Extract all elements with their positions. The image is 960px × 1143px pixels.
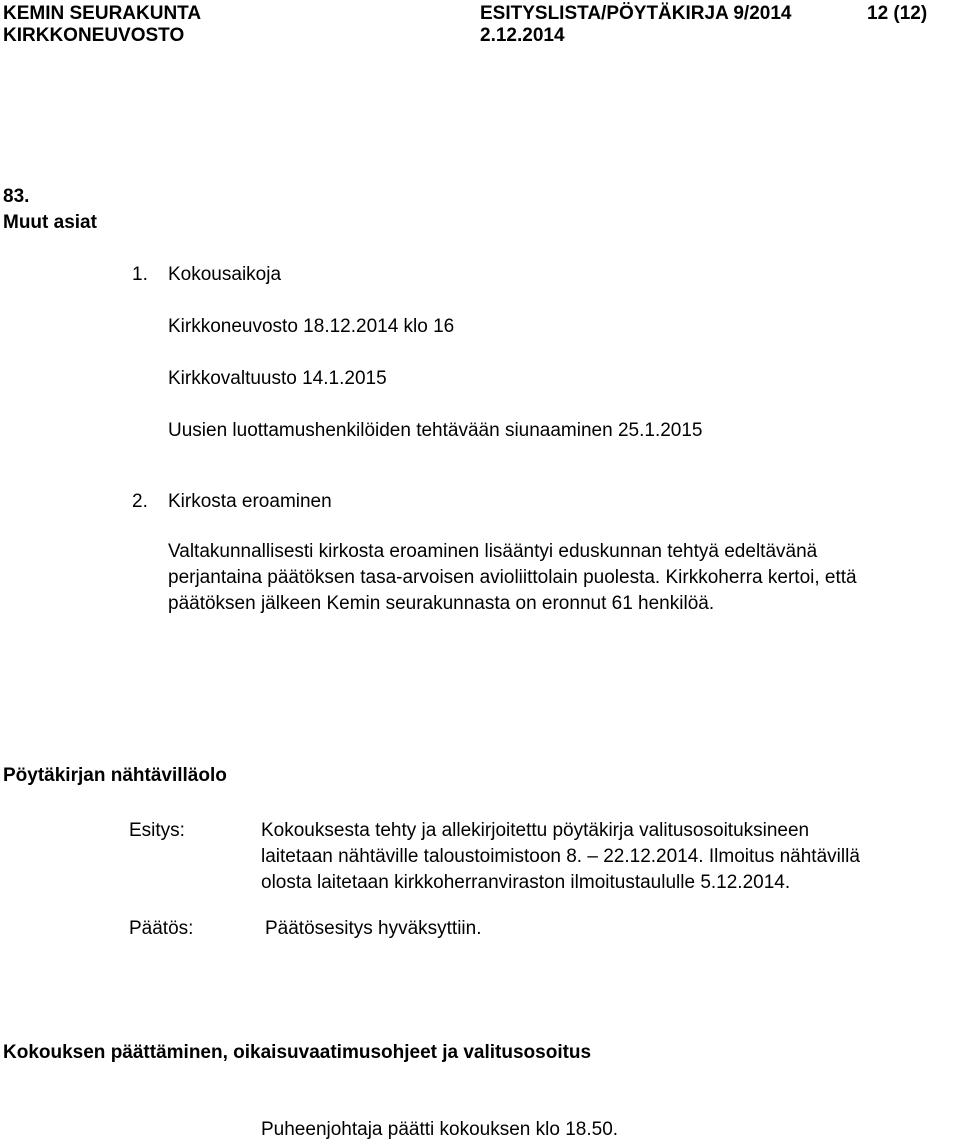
- esitys-text: [261, 818, 860, 896]
- esitys-line: olosta laitetaan kirkkoherranviraston ilmoitustaululle 5.12.2014.: [261, 872, 791, 893]
- esitys-line: laitetaan nähtäville taloustoimistoon 8. – 22.12.2014. Ilmoitus nähtävillä: [261, 846, 860, 867]
- item-2-line: Valtakunnallisesti kirkosta eroaminen lisääntyi eduskunnan tehtyä edeltävänä: [168, 541, 818, 562]
- item-2-line: perjantaina päätöksen tasa-arvoisen avioliittolain puolesta. Kirkkoherra kertoi, että: [168, 567, 857, 588]
- esitys-line: Kokouksesta tehty ja allekirjoitettu pöytäkirja valitusosoituksineen: [261, 820, 810, 841]
- paattaminen-title: Kokouksen päättäminen, oikaisuvaatimusohjeet ja valitusosoitus: [3, 1042, 592, 1063]
- item-2-line: päätöksen jälkeen Kemin seurakunnasta on eronnut 61 henkilöä.: [168, 593, 715, 614]
- item-1-number: 1.: [132, 264, 148, 285]
- section-title: Muut asiat: [3, 212, 97, 233]
- esitys-label: Esitys:: [129, 820, 185, 841]
- header-doc-type: ESITYSLISTA/PÖYTÄKIRJA 9/2014: [480, 3, 792, 24]
- nahtavillaolo-title: Pöytäkirjan nähtävilläolo: [3, 765, 227, 786]
- paatos-label: Päätös:: [129, 918, 194, 939]
- section-number: 83.: [3, 186, 30, 207]
- item-1-line: Kirkkoneuvosto 18.12.2014 klo 16: [168, 316, 455, 337]
- item-1-line: Uusien luottamushenkilöiden tehtävään siunaaminen 25.1.2015: [168, 420, 703, 441]
- item-2-number: 2.: [132, 491, 148, 512]
- paattaminen-text: Puheenjohtaja päätti kokouksen klo 18.50.: [261, 1119, 619, 1140]
- paatos-text: Päätösesitys hyväksyttiin.: [265, 918, 482, 939]
- header-date: 2.12.2014: [480, 25, 565, 46]
- header-page-number: 12 (12): [867, 3, 928, 24]
- item-2-paragraph: [168, 539, 857, 617]
- item-2-title: Kirkosta eroaminen: [168, 491, 332, 512]
- header-body: KIRKKONEUVOSTO: [3, 25, 185, 46]
- item-1-line: Kirkkovaltuusto 14.1.2015: [168, 368, 387, 389]
- header-org: KEMIN SEURAKUNTA: [3, 3, 202, 24]
- item-1-title: Kokousaikoja: [168, 264, 282, 285]
